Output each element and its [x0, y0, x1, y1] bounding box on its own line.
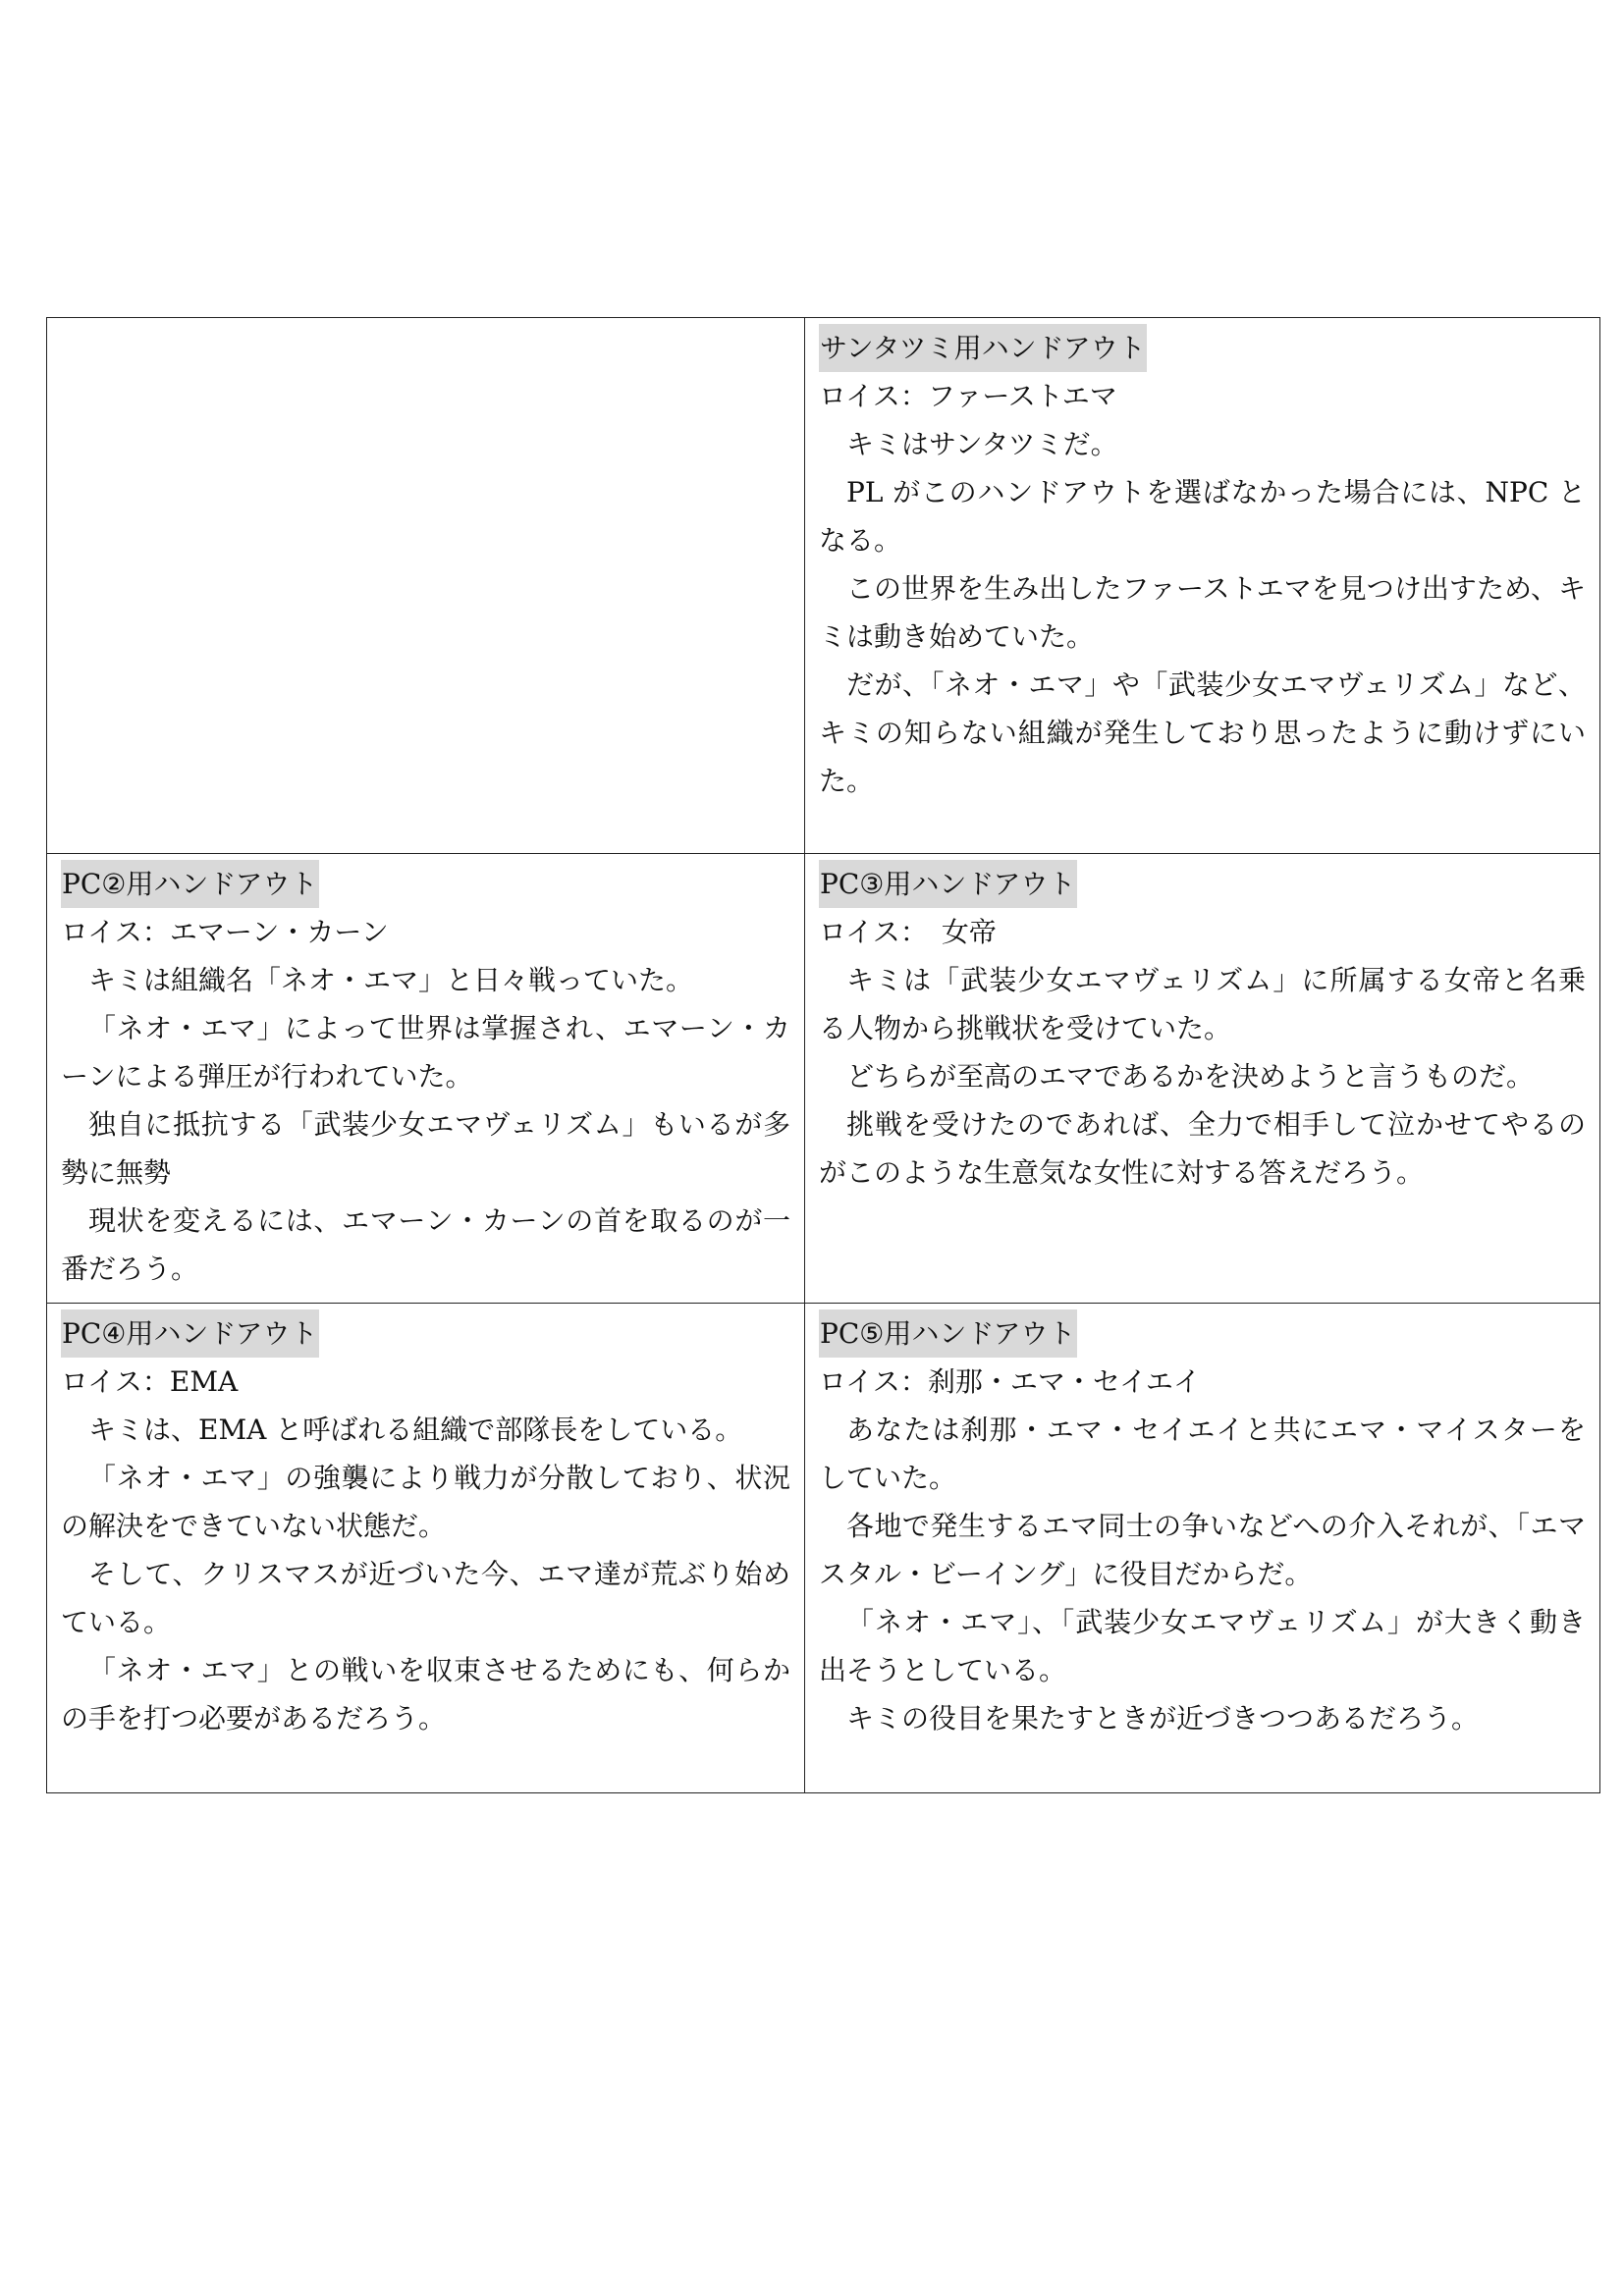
handout-rois: ロイス： 女帝	[819, 916, 997, 948]
handout-paragraph: 「ネオ・エマ」の強襲により戦力が分散しており、状況の解決をできていない状態だ。	[61, 1462, 790, 1542]
handout-paragraph: だが、「ネオ・エマ」や「武装少女エマヴェリズム」など、キミの知らない組織が発生しており思ったように動けずにいた。	[819, 668, 1586, 797]
empty-cell	[47, 318, 805, 854]
handout-title: PC②用ハンドアウト	[61, 860, 319, 908]
handout-paragraph: 各地で発生するエマ同士の争いなどへの介入それが、「エマスタル・ビーイング」に役目だからだ。	[819, 1510, 1586, 1590]
handout-paragraph: キミは「武装少女エマヴェリズム」に所属する女帝と名乗る人物から挑戦状を受けていた。	[819, 964, 1586, 1044]
handout-paragraph: PL がこのハンドアウトを選ばなかった場合には、NPC となる。	[819, 476, 1586, 557]
handout-paragraph: 挑戦を受けたのであれば、全力で相手して泣かせてやるのがこのような生意気な女性に対する答えだろう。	[819, 1108, 1586, 1189]
handout-rois: ロイス：エマーン・カーン	[61, 916, 389, 948]
table-row	[47, 1304, 1600, 1793]
handout-pc4	[47, 1304, 805, 1793]
handout-paragraph: キミはサンタツミだ。	[846, 428, 1118, 460]
handout-rois: ロイス：EMA	[61, 1365, 239, 1398]
handout-pc3	[805, 854, 1600, 1304]
handout-paragraph: 独自に抵抗する「武装少女エマヴェリズム」もいるが多勢に無勢	[61, 1108, 790, 1189]
handout-paragraph: あなたは刹那・エマ・セイエイと共にエマ・マイスターをしていた。	[819, 1414, 1586, 1494]
table-row	[47, 318, 1600, 854]
handout-paragraph: 「ネオ・エマ」によって世界は掌握され、エマーン・カーンによる弾圧が行われていた。	[61, 1012, 790, 1093]
table-row	[47, 854, 1600, 1304]
handout-paragraph: キミは、EMA と呼ばれる組織で部隊長をしている。	[88, 1414, 743, 1446]
handout-table	[46, 317, 1600, 1793]
handout-paragraph: キミの役目を果たすときが近づきつつあるだろう。	[846, 1702, 1480, 1735]
handout-pc2	[47, 854, 805, 1304]
handout-rois: ロイス：ファーストエマ	[819, 380, 1117, 412]
handout-paragraph: どちらが至高のエマであるかを決めようと言うものだ。	[846, 1060, 1535, 1093]
handout-paragraph: 「ネオ・エマ」、「武装少女エマヴェリズム」が大きく動き出そうとしている。	[819, 1606, 1586, 1686]
handout-title: PC⑤用ハンドアウト	[819, 1309, 1077, 1358]
handout-santatsumi	[805, 318, 1600, 854]
handout-paragraph: 「ネオ・エマ」との戦いを収束させるためにも、何らかの手を打つ必要があるだろう。	[61, 1654, 790, 1735]
handout-title: サンタツミ用ハンドアウト	[819, 324, 1147, 372]
handout-paragraph: キミは組織名「ネオ・エマ」と日々戦っていた。	[88, 964, 694, 996]
handout-title: PC③用ハンドアウト	[819, 860, 1077, 908]
handout-title: PC④用ハンドアウト	[61, 1309, 319, 1358]
handout-paragraph: そして、クリスマスが近づいた今、エマ達が荒ぶり始めている。	[61, 1558, 790, 1638]
handout-rois: ロイス：刹那・エマ・セイエイ	[819, 1365, 1201, 1398]
handout-pc5	[805, 1304, 1600, 1793]
handout-paragraph: この世界を生み出したファーストエマを見つけ出すため、キミは動き始めていた。	[819, 572, 1586, 653]
handout-paragraph: 現状を変えるには、エマーン・カーンの首を取るのが一番だろう。	[61, 1204, 790, 1285]
